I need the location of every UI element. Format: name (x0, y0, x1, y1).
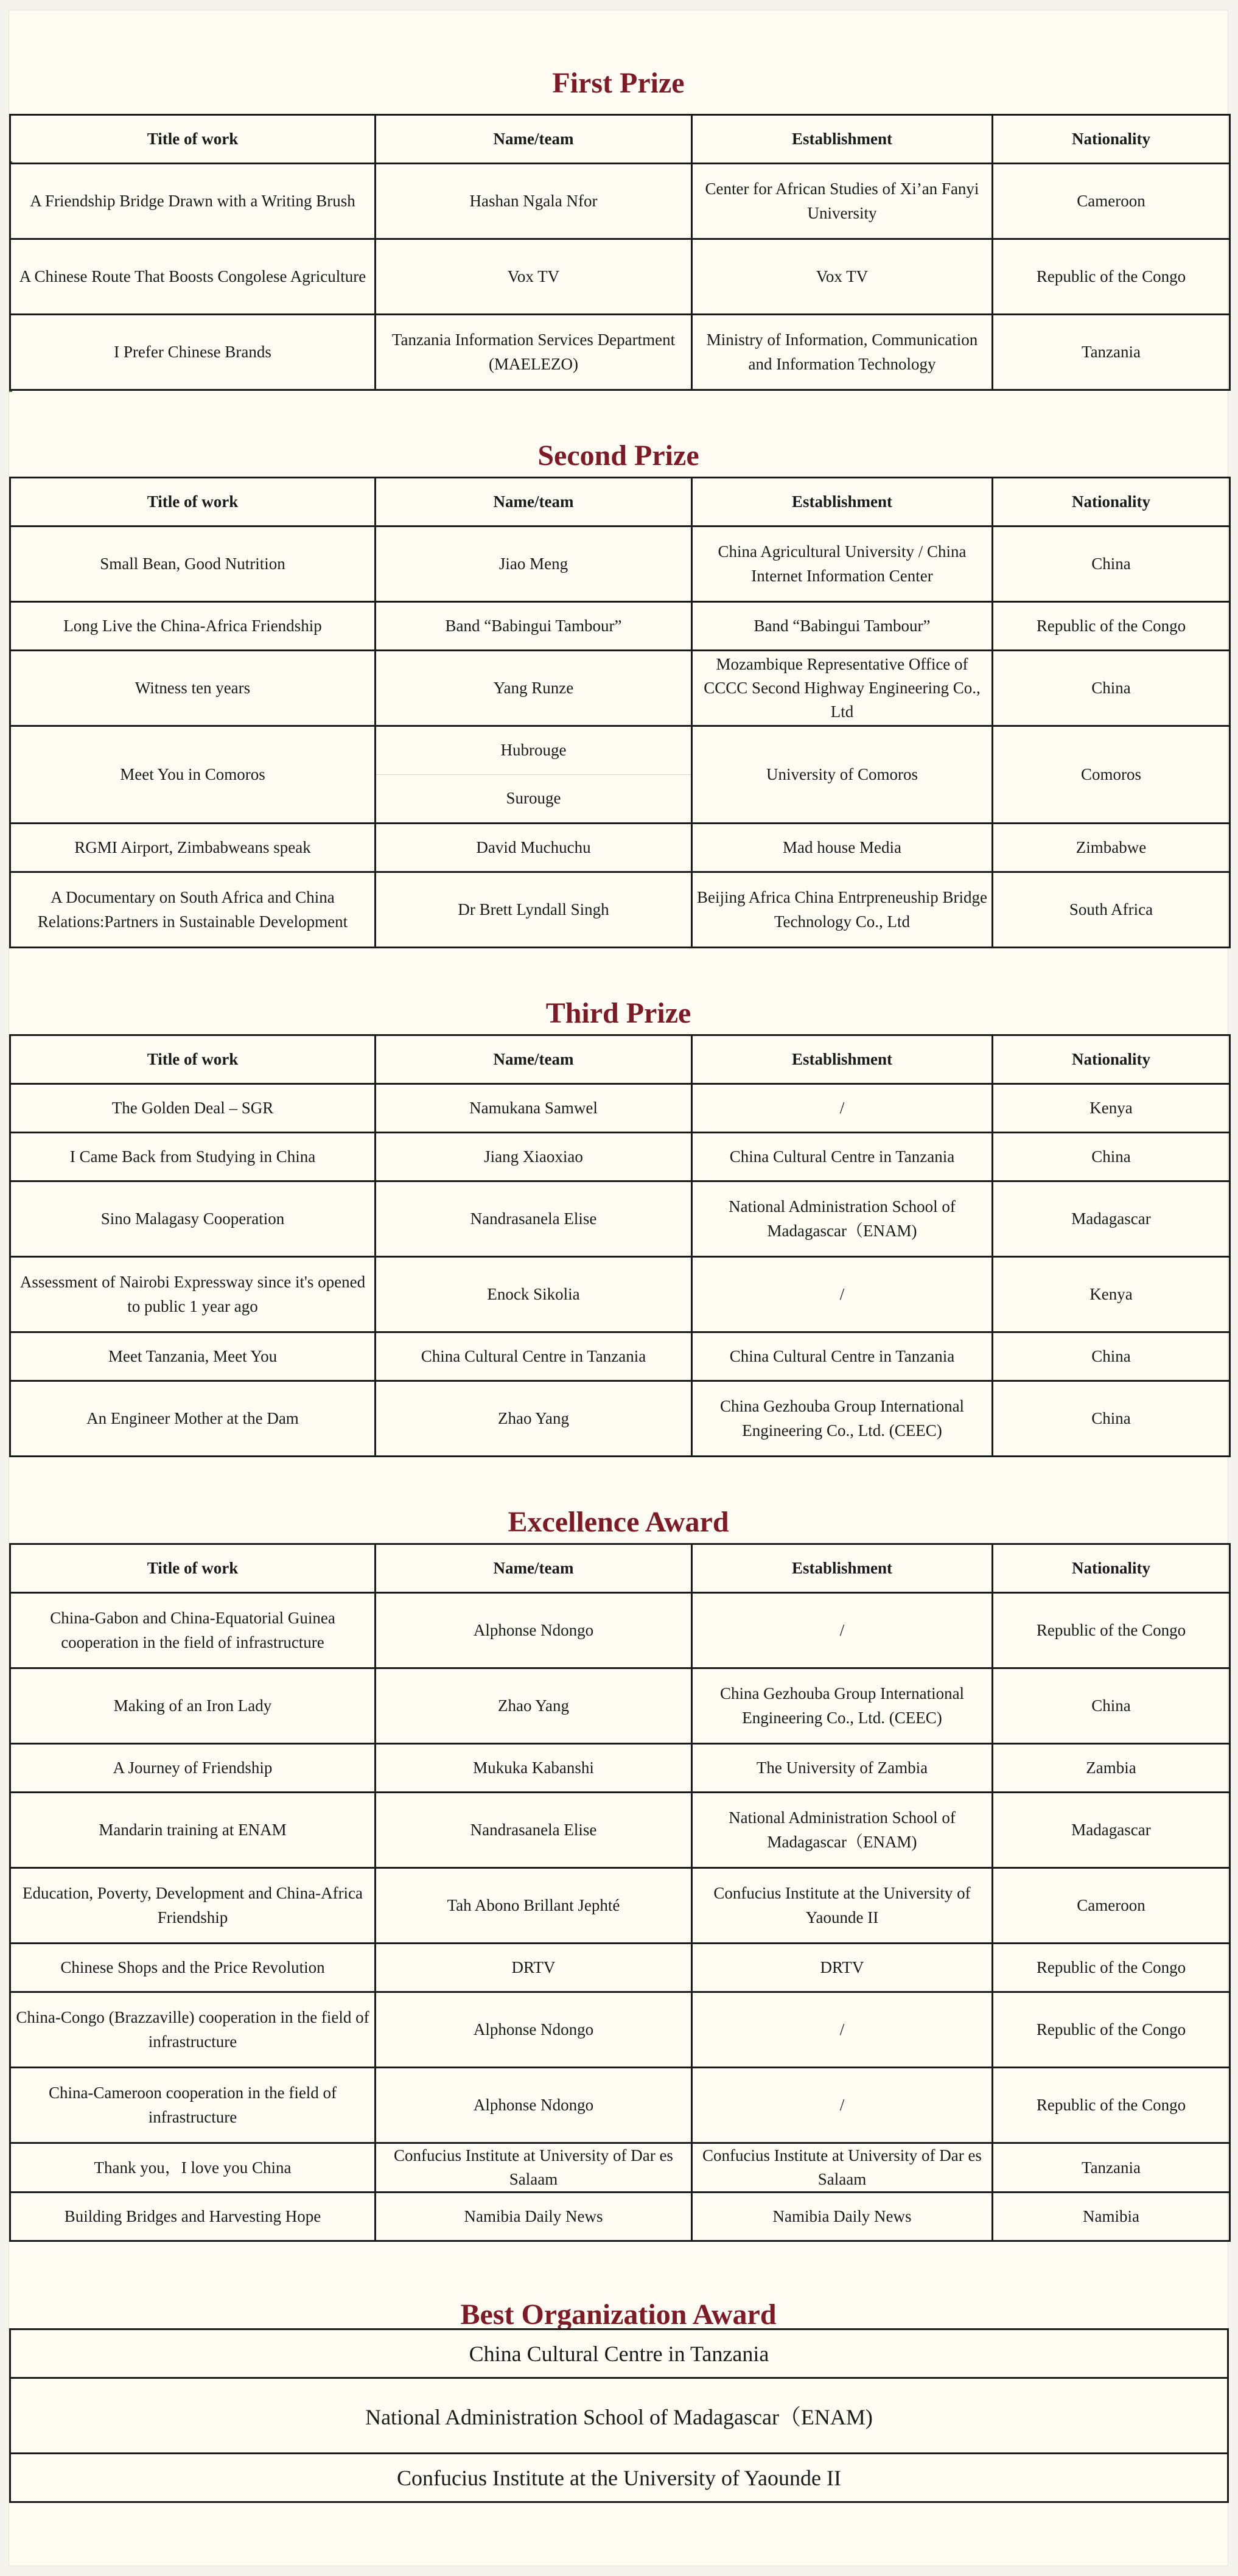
table-row (10, 2329, 1228, 2378)
cell-nationality: Republic of the Congo (993, 2068, 1230, 2143)
cell-title: Witness ten years (10, 651, 376, 726)
column-header-nationality: Nationality (993, 1035, 1230, 1084)
cell-name: Jiang Xiaoxiao (376, 1133, 692, 1181)
cell-name: Confucius Institute at University of Dar es Salaam (376, 2143, 692, 2193)
cell-name: Vox TV (376, 239, 692, 315)
column-header-name: Name/team (376, 1035, 692, 1084)
cell-name: David Muchuchu (376, 824, 692, 872)
cell-nationality: Kenya (993, 1084, 1230, 1133)
cell-name: Nandrasanela Elise (376, 1793, 692, 1868)
cell-name: Mukuka Kabanshi (376, 1744, 692, 1793)
cell-nationality: Zambia (993, 1744, 1230, 1793)
awards-page (9, 10, 1228, 2566)
cell-name: Hashan Ngala Nfor (376, 164, 692, 239)
first-prize-heading: First Prize (552, 67, 685, 99)
table-row (10, 1181, 1230, 1257)
cell-nationality: Republic of the Congo (993, 1944, 1230, 1992)
cell-establishment: Mozambique Representative Office of CCCC Second Highway Engineering Co., Ltd (692, 651, 993, 726)
cell-title: Thank you，I love you China (10, 2143, 376, 2193)
cell-nationality: China (993, 1133, 1230, 1181)
cell-title: Sino Malagasy Cooperation (10, 1181, 376, 1257)
cell-title: Small Bean, Good Nutrition (10, 527, 376, 602)
column-header-title: Title of work (10, 1544, 376, 1593)
table-header-row (10, 478, 1230, 527)
cell-title: I Prefer Chinese Brands (10, 315, 376, 390)
table-row (10, 2143, 1230, 2193)
column-header-establishment: Establishment (692, 478, 993, 527)
cell-nationality: Zimbabwe (993, 824, 1230, 872)
column-header-establishment: Establishment (692, 115, 993, 164)
cell-nationality: Republic of the Congo (993, 239, 1230, 315)
cell-establishment: Confucius Institute at the University of Yaounde II (692, 1868, 993, 1944)
cell-name: China Cultural Centre in Tanzania (376, 1332, 692, 1381)
cell-name: Alphonse Ndongo (376, 1593, 692, 1668)
table-row (10, 164, 1230, 239)
cell-establishment: The University of Zambia (692, 1744, 993, 1793)
table-row (10, 1793, 1230, 1868)
cell-name: Tah Abono Brillant Jephté (376, 1868, 692, 1944)
table-header-row (10, 115, 1230, 164)
cell-name: Nandrasanela Elise (376, 1181, 692, 1257)
column-header-name: Name/team (376, 115, 692, 164)
table-row (10, 315, 1230, 390)
cell-nationality: Republic of the Congo (993, 602, 1230, 651)
cell-title: Long Live the China-Africa Friendship (10, 602, 376, 651)
cell-nationality: Cameroon (993, 1868, 1230, 1944)
cell-establishment: China Gezhouba Group International Engineering Co., Ltd. (CEEC) (692, 1668, 993, 1744)
table-row (10, 824, 1230, 872)
table-row (10, 1593, 1230, 1668)
cell-establishment: / (692, 1593, 993, 1668)
cell-title: An Engineer Mother at the Dam (10, 1381, 376, 1457)
cell-nationality: Tanzania (993, 2143, 1230, 2193)
cell-establishment: China Gezhouba Group International Engineering Co., Ltd. (CEEC) (692, 1381, 993, 1457)
cell-title: A Documentary on South Africa and China Relations:Partners in Sustainable Development (10, 872, 376, 948)
cell-name: Hubrouge (376, 726, 692, 775)
column-header-establishment: Establishment (692, 1544, 993, 1593)
cell-name: DRTV (376, 1944, 692, 1992)
table-row (10, 239, 1230, 315)
column-header-nationality: Nationality (993, 1544, 1230, 1593)
table-header-row (10, 1544, 1230, 1593)
cell-name: Namibia Daily News (376, 2193, 692, 2241)
cell-title: A Chinese Route That Boosts Congolese Agriculture (10, 239, 376, 315)
cell-nationality: Namibia (993, 2193, 1230, 2241)
cell-name: Namukana Samwel (376, 1084, 692, 1133)
cell-nationality: Comoros (993, 726, 1230, 824)
second-prize-table (9, 477, 1231, 948)
cell-title: Assessment of Nairobi Expressway since it's opened to public 1 year ago (10, 1257, 376, 1332)
cell-establishment: / (692, 1084, 993, 1133)
cell-establishment: Mad house Media (692, 824, 993, 872)
table-row (10, 1332, 1230, 1381)
table-row (10, 1133, 1230, 1181)
third-prize-heading: Third Prize (545, 997, 691, 1029)
cell-nationality: China (993, 527, 1230, 602)
organization-cell: National Administration School of Madagascar（ENAM) (10, 2378, 1228, 2454)
best-organization-award-heading: Best Organization Award (460, 2298, 777, 2331)
table-row (10, 726, 1230, 775)
cell-title: The Golden Deal – SGR (10, 1084, 376, 1133)
cell-establishment: Center for African Studies of Xi’an Fanyi University (692, 164, 993, 239)
cell-title: China-Cameroon cooperation in the field of infrastructure (10, 2068, 376, 2143)
table-row (10, 2454, 1228, 2502)
column-header-establishment: Establishment (692, 1035, 993, 1084)
third-prize-table (9, 1034, 1231, 1457)
cell-establishment: DRTV (692, 1944, 993, 1992)
cell-title: Meet You in Comoros (10, 726, 376, 824)
cell-title: Mandarin training at ENAM (10, 1793, 376, 1868)
cell-title: Making of an Iron Lady (10, 1668, 376, 1744)
cell-nationality: Madagascar (993, 1181, 1230, 1257)
cell-name: Surouge (376, 775, 692, 824)
cell-nationality: Republic of the Congo (993, 1593, 1230, 1668)
cell-nationality: Kenya (993, 1257, 1230, 1332)
column-header-nationality: Nationality (993, 478, 1230, 527)
cell-name: Alphonse Ndongo (376, 1992, 692, 2068)
cell-name: Enock Sikolia (376, 1257, 692, 1332)
table-row (10, 1381, 1230, 1457)
table-row (10, 1084, 1230, 1133)
cell-establishment: University of Comoros (692, 726, 993, 824)
excellence-award-table (9, 1543, 1231, 2242)
cell-nationality: South Africa (993, 872, 1230, 948)
cell-name: Yang Runze (376, 651, 692, 726)
cell-name: Zhao Yang (376, 1668, 692, 1744)
cell-establishment: National Administration School of Madagascar（ENAM) (692, 1181, 993, 1257)
cell-establishment: / (692, 2068, 993, 2143)
cell-establishment: National Administration School of Madagascar（ENAM) (692, 1793, 993, 1868)
cell-name: Zhao Yang (376, 1381, 692, 1457)
cell-establishment: Namibia Daily News (692, 2193, 993, 2241)
cell-establishment: China Cultural Centre in Tanzania (692, 1133, 993, 1181)
cell-title: China-Gabon and China-Equatorial Guinea cooperation in the field of infrastructure (10, 1593, 376, 1668)
table-row (10, 2068, 1230, 2143)
first-prize-table (9, 114, 1231, 391)
table-row (10, 2378, 1228, 2454)
table-row (10, 1944, 1230, 1992)
organization-cell: Confucius Institute at the University of Yaounde II (10, 2454, 1228, 2502)
cell-title: Meet Tanzania, Meet You (10, 1332, 376, 1381)
cell-nationality: Cameroon (993, 164, 1230, 239)
table-row (10, 1257, 1230, 1332)
cell-name: Alphonse Ndongo (376, 2068, 692, 2143)
table-row (10, 651, 1230, 726)
column-header-title: Title of work (10, 1035, 376, 1084)
cell-establishment: Confucius Institute at University of Dar es Salaam (692, 2143, 993, 2193)
cell-title: China-Congo (Brazzaville) cooperation in the field of infrastructure (10, 1992, 376, 2068)
cell-name: Band “Babingui Tambour” (376, 602, 692, 651)
table-row (10, 2193, 1230, 2241)
table-row (10, 1992, 1230, 2068)
cell-title: Chinese Shops and the Price Revolution (10, 1944, 376, 1992)
organization-cell: China Cultural Centre in Tanzania (10, 2329, 1228, 2378)
cell-nationality: China (993, 651, 1230, 726)
column-header-title: Title of work (10, 478, 376, 527)
cell-title: Building Bridges and Harvesting Hope (10, 2193, 376, 2241)
table-row (10, 872, 1230, 948)
best-organization-table (9, 2328, 1229, 2503)
cell-nationality: China (993, 1668, 1230, 1744)
cell-establishment: / (692, 1992, 993, 2068)
column-header-nationality: Nationality (993, 115, 1230, 164)
cell-establishment: Beijing Africa China Entrpreneuship Bridge Technology Co., Ltd (692, 872, 993, 948)
cell-nationality: China (993, 1381, 1230, 1457)
second-prize-heading: Second Prize (537, 439, 699, 472)
table-row (10, 1868, 1230, 1944)
cell-establishment: Vox TV (692, 239, 993, 315)
cell-title: A Friendship Bridge Drawn with a Writing Brush (10, 164, 376, 239)
cell-nationality: Republic of the Congo (993, 1992, 1230, 2068)
cell-nationality: Madagascar (993, 1793, 1230, 1868)
column-header-name: Name/team (376, 478, 692, 527)
cell-nationality: China (993, 1332, 1230, 1381)
cell-name: Jiao Meng (376, 527, 692, 602)
cell-title: Education, Poverty, Development and China-Africa Friendship (10, 1868, 376, 1944)
cell-title: A Journey of Friendship (10, 1744, 376, 1793)
table-row (10, 1668, 1230, 1744)
cell-title: RGMI Airport, Zimbabweans speak (10, 824, 376, 872)
cell-title: I Came Back from Studying in China (10, 1133, 376, 1181)
cell-establishment: Ministry of Information, Communication and Information Technology (692, 315, 993, 390)
cell-establishment: Band “Babingui Tambour” (692, 602, 993, 651)
cell-name: Dr Brett Lyndall Singh (376, 872, 692, 948)
table-row (10, 1744, 1230, 1793)
cell-name: Tanzania Information Services Department (MAELEZO) (376, 315, 692, 390)
column-header-name: Name/team (376, 1544, 692, 1593)
cell-nationality: Tanzania (993, 315, 1230, 390)
column-header-title: Title of work (10, 115, 376, 164)
table-row (10, 602, 1230, 651)
table-header-row (10, 1035, 1230, 1084)
table-row (10, 527, 1230, 602)
cell-establishment: China Cultural Centre in Tanzania (692, 1332, 993, 1381)
cell-establishment: / (692, 1257, 993, 1332)
cell-establishment: China Agricultural University / China Internet Information Center (692, 527, 993, 602)
excellence-award-heading: Excellence Award (508, 1506, 729, 1538)
